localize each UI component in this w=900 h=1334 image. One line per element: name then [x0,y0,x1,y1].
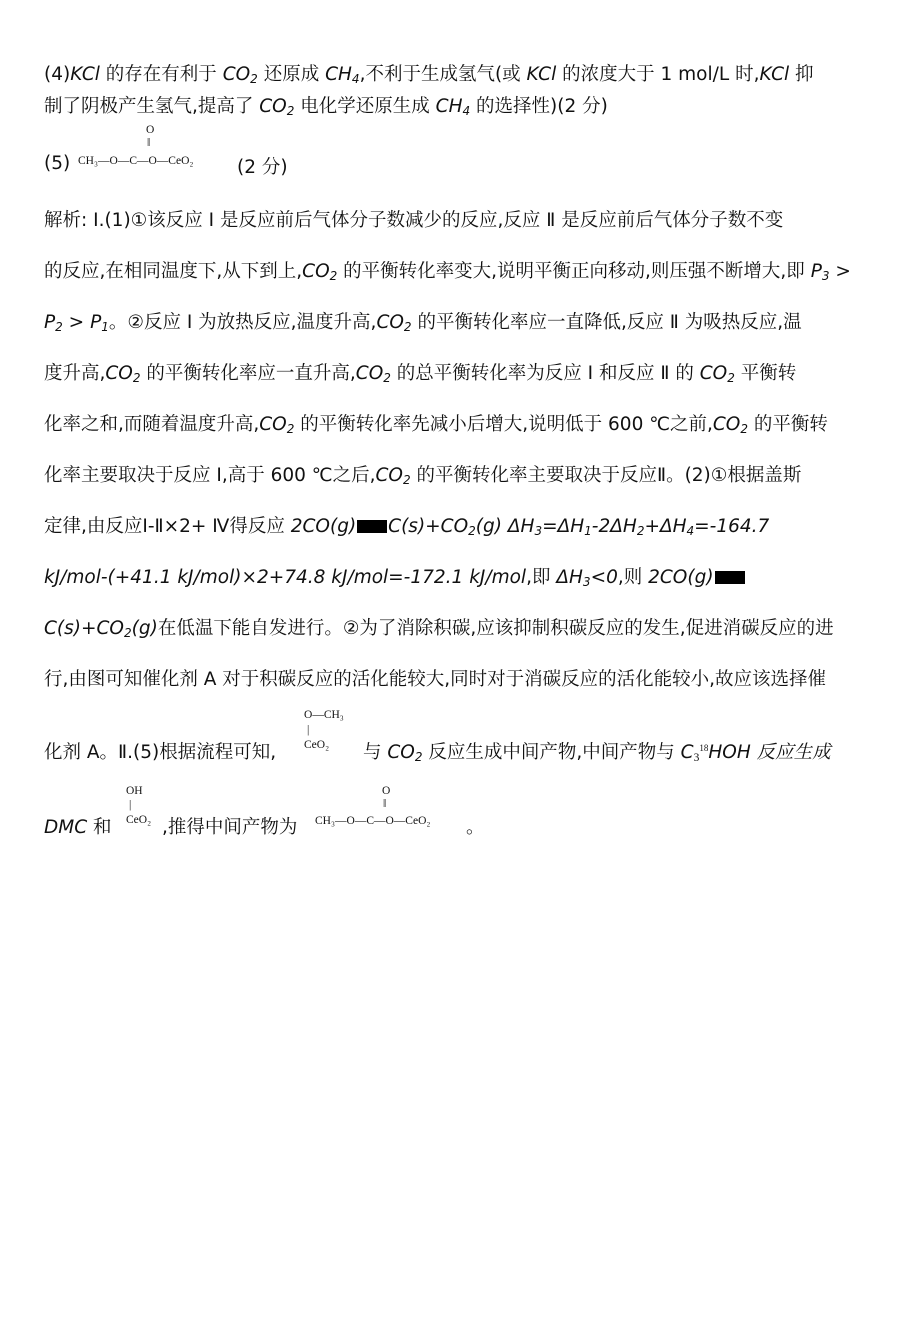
carbonyl-bond: ‖ [147,137,151,149]
hydroxyl-group: OH [126,785,143,797]
analysis-line10: 行,由图可知催化剂 A 对于积碳反应的活化能较大,同时对于消碳反应的活化能较小,故应该选择催 [44,669,827,690]
analysis-line4: 度升高$,CO_2$ 的平衡转化率应一直升高$,CO_2$ 的总平衡转化率为反应 Ⅰ 和反应 Ⅱ 的 $CO_2$ 平衡转 [44,363,797,385]
intermediate-structure: CH₃—O—C—O—CeO₂ [315,815,431,827]
analysis-line5: 化率之和,而随着温度升高$,CO_2$ 的平衡转化率先减小后增大,说明低于 600 ℃之前$,CO_2$ 的平衡转 [44,414,828,436]
answer4-line2: 制了阴极产生氢气,提高了 $CO_2$ 电化学还原生成 $CH_4$ 的选择性)(2 分) [44,96,608,118]
analysis-line8: kJ/mol-(+41.1 kJ/mol)×2+74.8 kJ/mol=-172.1 kJ/mol,即 $\Delta H_3<0$,则 2CO(g) [44,563,746,589]
answer5-score: (2 分) [237,157,288,178]
intermediate-carbonyl-o: O [382,785,391,797]
analysis-line7: 定律,由反应Ⅰ-Ⅱ×2+ Ⅳ得反应 2CO(g) $C(s)+CO_2(g)$ $\Delta H_3=\Delta H_1-2\Delta H_2+\Delta H_4=-164.7$ [44,516,770,538]
ceo2-support: CeO₂ [304,739,330,751]
analysis-line12a: DMC 和 [44,817,112,838]
hydroxyl-bond: | [129,799,132,811]
answer4-line1: (4)KCl 的存在有利于 $CO_2$ 还原成 $CH_4$,不利于生成氢气(或 KCl 的浓度大于 1 mol/L 时,KCl 抑 [44,64,814,86]
equilibrium-arrow-block [357,520,387,533]
carbonyl-o-top: O [146,124,155,136]
methoxy-bond: | [307,724,310,736]
structure-main: CH₃—O—C—O—CeO₂ [78,155,194,167]
analysis-line12b: ,推得中间产物为 [162,817,298,838]
analysis-line9: $C(s)+CO_2(g)$在低温下能自发进行。②为了消除积碳,应该抑制积碳反应的发生,促进消碳反应的进 [44,618,834,640]
intermediate-carbonyl-bond: ‖ [383,798,387,810]
ceo2-oh-support: CeO₂ [126,814,152,826]
equilibrium-arrow-block [715,571,745,584]
analysis-line3: $P_2 > P_1$。②反应 Ⅰ 为放热反应,温度升高$,CO_2$ 的平衡转化率应一直降低,反应 Ⅱ 为吸热反应,温 [44,312,802,334]
methoxy-group: O—CH₃ [304,709,344,721]
analysis-line11a: 化剂 A。Ⅱ.(5)根据流程可知, [44,742,277,763]
analysis-line6: 化率主要取决于反应 Ⅰ,高于 600 ℃之后$,CO_2$ 的平衡转化率主要取决于反应Ⅱ。(2)①根据盖斯 [44,465,802,487]
analysis-line1: 解析: Ⅰ.(1)①该反应 Ⅰ 是反应前后气体分子数减少的反应,反应 Ⅱ 是反应前后气体分子数不变 [44,210,784,231]
answer5-label: (5) [44,153,71,174]
analysis-line2: 的反应,在相同温度下,从下到上$,CO_2$ 的平衡转化率变大,说明平衡正向移动,则压强不断增大,即 $P_3$ > [44,261,851,283]
analysis-line12c: 。 [466,817,485,838]
analysis-line11b: 与 $CO_2$ 反应生成中间产物,中间产物与 $C_3^{18}HOH$ 反应生成 [363,742,831,764]
